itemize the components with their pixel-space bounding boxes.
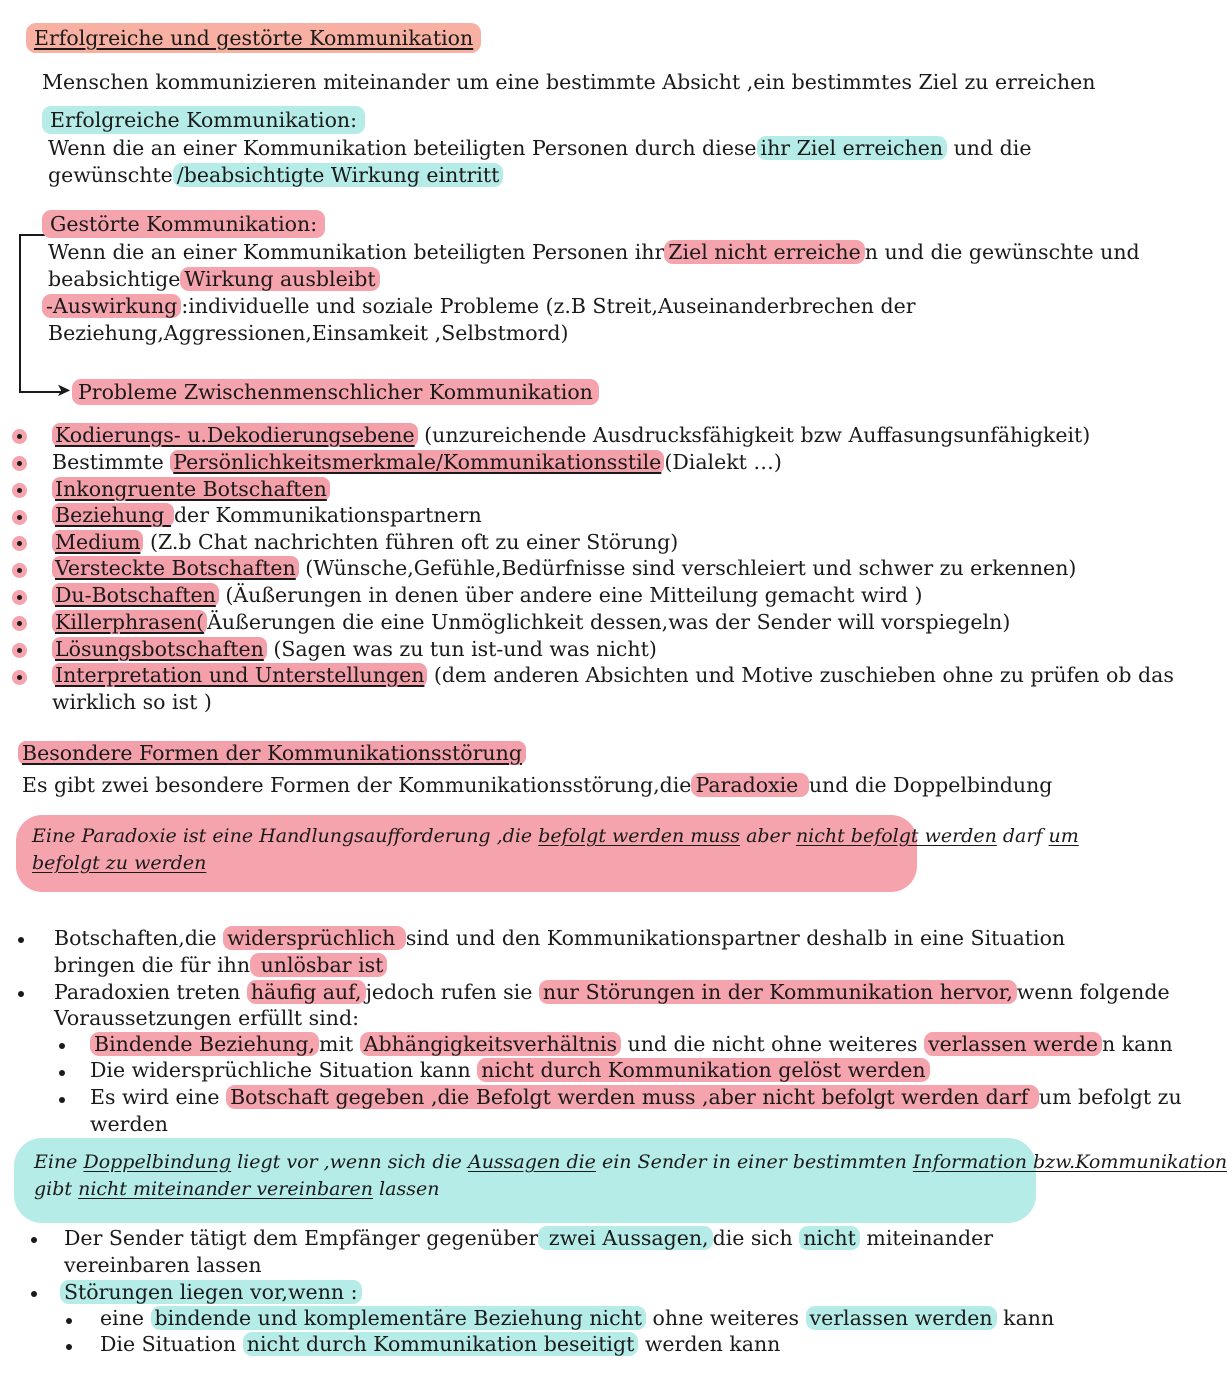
list-bullet-icon [12,670,27,685]
bracket-line [19,234,21,392]
doppel-line-1: Eine Doppelbindung liegt vor ,wenn sich die Aussagen die ein Sender in einer bestimmten Information bzw.Kommunikation [34,1151,1227,1173]
bullet-icon [18,991,24,997]
paradox-bullet-1: Botschaften,die widersprüchlich sind und den Kommunikationspartner deshalb in eine Situation [54,926,1066,950]
bullet-icon [31,1237,37,1243]
doppel-sub-1: eine bindende und komplementäre Beziehung nicht ohne weiteres verlassen werden kann [100,1306,1055,1330]
list-item: Beziehung der Kommunikationspartnern [52,503,482,527]
paradox-line-1: Eine Paradoxie ist eine Handlungsaufforderung ,die befolgt werden muss aber nicht befolgt werden darf um [32,825,1079,847]
paradox-line-2: befolgt zu werden [32,852,207,874]
doppel-line-2: gibt nicht miteinander vereinbaren lassen [34,1178,440,1200]
list-item: Killerphrasen( Äußerungen die eine Unmöglichkeit dessen,was der Sender will vorspiegeln) [52,610,1010,634]
list-item: Interpretation und Unterstellungen (dem anderen Absichten und Motive zuschieben ohne zu prüfen ob das [52,663,1174,687]
sub-bullet-icon [59,1097,65,1103]
doppel-bullet-1-cont: vereinbaren lassen [64,1253,262,1277]
list-bullet-icon [12,429,27,444]
gestoert-line-4: Beziehung,Aggressionen,Einsamkeit ,Selbstmord) [48,321,569,345]
erfolgreich-heading: Erfolgreiche Kommunikation: [42,108,365,132]
title-text: Erfolgreiche und gestörte Kommunikation [26,23,481,53]
sub-bullet-icon [66,1344,72,1350]
page-title [26,26,481,50]
paradox-sub-3: Es wird eine Botschaft gegeben ,die Befolgt werden muss ,aber nicht befolgt werden darf um befolgt zu [90,1085,1182,1109]
sub-bullet-icon [66,1318,72,1324]
list-item: Lösungsbotschaften (Sagen was zu tun ist-und was nicht) [52,637,657,661]
list-bullet-icon [12,536,27,551]
list-item: Inkongruente Botschaften [52,477,330,501]
doppel-sub-2: Die Situation nicht durch Kommunikation beseitigt werden kann [100,1332,781,1356]
doppel-bullet-1: Der Sender tätigt dem Empfänger gegenüber zwei Aussagen, die sich nicht miteinander [64,1226,993,1250]
list-bullet-icon [12,616,27,631]
paradox-bullet-1-cont: bringen die für ihn unlösbar ist [54,953,387,977]
paradox-bullet-2: Paradoxien treten häufig auf, jedoch rufen sie nur Störungen in der Kommunikation hervor, wenn folgende [54,980,1170,1004]
list-bullet-icon [12,456,27,471]
erfolgreich-line-1: Wenn die an einer Kommunikation beteiligten Personen durch diese ihr Ziel erreichen und die [48,136,1032,160]
list-item: Versteckte Botschaften (Wünsche,Gefühle,Bedürfnisse sind verschleiert und schwer zu erkennen) [52,556,1076,580]
probleme-heading: Probleme Zwischenmenschlicher Kommunikation [72,380,599,404]
list-item: Du-Botschaften (Äußerungen in denen über andere eine Mitteilung gemacht wird ) [52,583,923,607]
erfolgreich-line-2: gewünschte /beabsichtigte Wirkung eintritt [48,163,503,187]
list-item: Kodierungs- u.Dekodierungsebene (unzureichende Ausdrucksfähigkeit bzw Auffasungsunfähigkeit) [52,423,1090,447]
bullet-icon [18,937,24,943]
list-bullet-icon [12,510,27,525]
list-bullet-icon [12,483,27,498]
list-item: Medium (Z.b Chat nachrichten führen oft zu einer Störung) [52,530,678,554]
sub-bullet-icon [59,1043,65,1049]
besondere-heading: Besondere Formen der Kommunikationsstörung [18,741,526,765]
gestoert-line-3: -Auswirkung :individuelle und soziale Probleme (z.B Streit,Auseinanderbrechen der [42,294,916,318]
besondere-intro: Es gibt zwei besondere Formen der Kommunikationsstörung,die Paradoxie und die Doppelbindung [22,773,1053,797]
paradox-sub-3-cont: werden [90,1112,168,1136]
list-bullet-icon [12,563,27,578]
list-bullet-icon [12,590,27,605]
bullet-icon [31,1291,37,1297]
gestoert-line-1: Wenn die an einer Kommunikation beteiligten Personen ihr Ziel nicht erreiche n und die gewünschte und [48,240,1140,264]
gestoert-line-2: beabsichtige Wirkung ausbleibt [48,267,380,291]
list-bullet-icon [12,643,27,658]
doppel-bullet-2: Störungen liegen vor,wenn : [60,1280,362,1304]
arrow-head-icon: ➤ [56,380,72,401]
list-item-continuation: wirklich so ist ) [52,690,212,714]
intro-text: Menschen kommunizieren miteinander um eine bestimmte Absicht ,ein bestimmtes Ziel zu erreichen [42,70,1096,94]
sub-bullet-icon [59,1070,65,1076]
paradox-sub-2: Die widersprüchliche Situation kann nicht durch Kommunikation gelöst werden [90,1058,930,1082]
paradox-bullet-2-cont: Voraussetzungen erfüllt sind: [54,1006,359,1030]
gestoert-heading: Gestörte Kommunikation: [42,212,325,236]
paradox-sub-1: Bindende Beziehung, mit Abhängigkeitsverhältnis und die nicht ohne weiteres verlassen werde n kann [90,1032,1173,1056]
list-item: Bestimmte Persönlichkeitsmerkmale/Kommunikationsstile (Dialekt …) [52,450,782,474]
